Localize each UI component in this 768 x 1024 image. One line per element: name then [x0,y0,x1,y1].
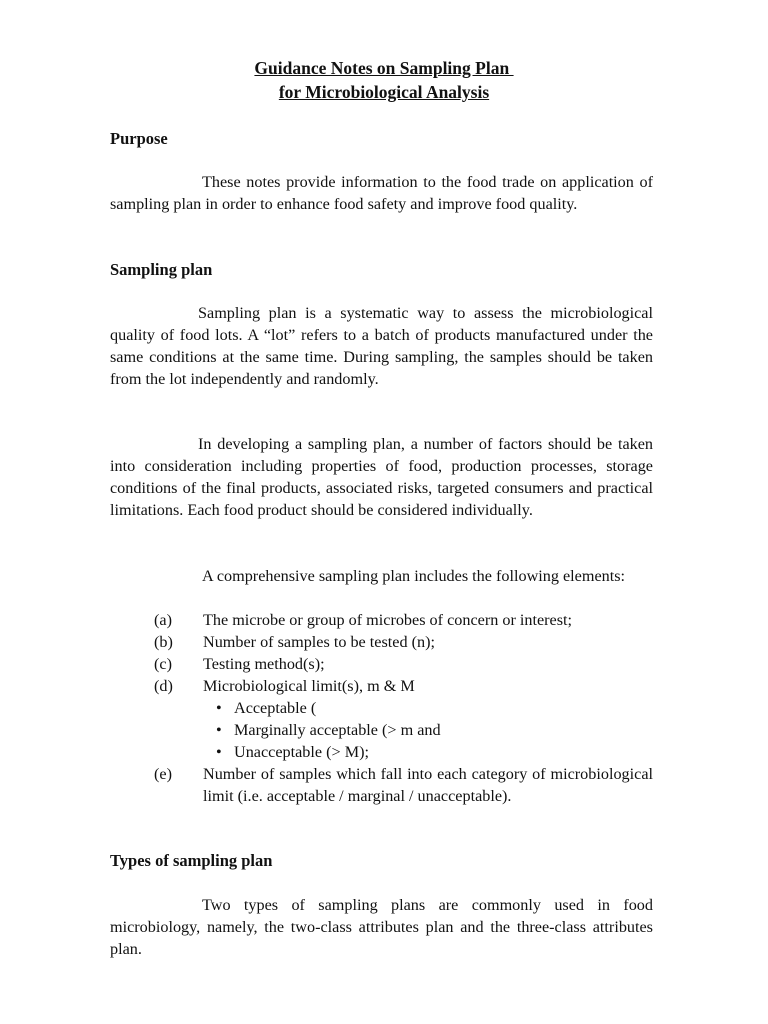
element-item [0,609,768,631]
sampling-plan-paragraph-2: In developing a sampling plan, a number of factors should be taken into consideration including properties of food, production processes, storage conditions of the final products, associated risks, targeted consumers and practical limitations. Each food product should be considered individually. [110,435,653,519]
element-item [0,631,768,653]
bullet-text: Unacceptable (> M); [234,743,369,761]
element-label: (e) [154,765,172,783]
types-heading: Types of sampling plan [110,851,273,870]
document-title-line-1: Guidance Notes on Sampling Plan [254,58,514,78]
element-item [0,675,768,697]
bullet-icon: • [216,699,222,717]
sampling-plan-paragraph-1: Sampling plan is a systematic way to assess the microbiological quality of food lots. A “lot” refers to a batch of products manufactured under the same conditions at the same time. During sampling, the samples should be taken from the lot independently and randomly. [110,304,653,388]
element-item [0,653,768,675]
bullet-text: Marginally acceptable (> m and [234,721,441,739]
element-text: Testing method(s); [203,655,325,673]
bullet-text: Acceptable ( [234,699,317,717]
element-label: (a) [154,611,172,629]
sampling-plan-paragraph-3: A comprehensive sampling plan includes the following elements: [202,567,626,585]
element-text: The microbe or group of microbes of concern or interest; [203,611,573,629]
element-text: Number of samples which fall into each category of microbiological limit (i.e. acceptable / marginal / unacceptable). [203,765,653,805]
element-label: (c) [154,655,172,673]
sampling-plan-heading: Sampling plan [110,260,213,279]
document-title-line-2: for Microbiological Analysis [278,82,490,102]
types-paragraph: Two types of sampling plans are commonly used in food microbiology, namely, the two-class attributes plan and the three-class attributes plan. [110,896,653,958]
element-text: Number of samples to be tested (n); [203,633,435,651]
purpose-heading: Purpose [110,129,168,148]
element-label: (b) [154,633,173,651]
bullet-icon: • [216,721,222,739]
element-text: Microbiological limit(s), m & M [203,677,415,695]
purpose-paragraph: These notes provide information to the food trade on application of sampling plan in order to enhance food safety and improve food quality. [110,173,653,213]
bullet-icon: • [216,743,222,761]
element-label: (d) [154,677,173,695]
